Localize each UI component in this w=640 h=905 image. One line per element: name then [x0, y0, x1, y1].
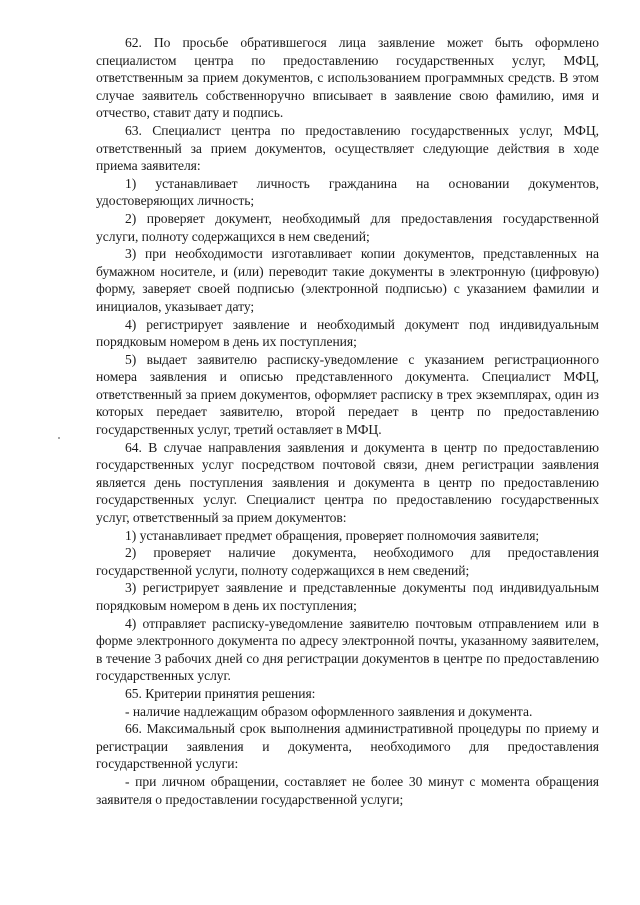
paragraph-63: 63. Специалист центра по предоставлению государственных услуг, МФЦ, ответственный за прием документов, осуществляет следующие действия в ходе приема заявителя: — [96, 122, 599, 174]
list-item-63-5: 5) выдает заявителю расписку-уведомление с указанием регистрационного номера заявления и описью представленного документа. Специалист МФЦ, ответственный за прием документов, оформляет расписку в трех экземплярах, один из которых передает заявителю, второй передает в центр по предоставлению государственных услуг, третий оставляет в МФЦ. — [96, 351, 599, 438]
paragraph-64: 64. В случае направления заявления и документа в центр по предоставлению государственных услуг посредством почтовой связи, днем регистрации заявления является день поступления заявления и документа в центр по предоставлению государственных услуг. Специалист центра по предоставлению государственных услуг, ответственный за прием документов: — [96, 439, 599, 526]
scan-speck — [58, 437, 60, 439]
paragraph-65: 65. Критерии принятия решения: — [125, 685, 316, 701]
list-item-64-4: 4) отправляет расписку-уведомление заявителю почтовым отправлением или в форме электронного документа по адресу электронной почты, указанному заявителем, в течение 3 рабочих дней со дня регистрации документов в центре по предоставлению государственных услуг. — [96, 615, 599, 684]
document-page — [96, 34, 599, 808]
list-item-63-3: 3) при необходимости изготавливает копии документов, представленных на бумажном носителе, и (или) переводит такие документы в электронную (цифровую) форму, заверяет своей подписью (электронной подписью) с указанием фамилии и инициалов, указывает дату; — [96, 246, 599, 314]
list-item-63-2: 2) проверяет документ, необходимый для предоставления государственной услуги, полноту содержащихся в нем сведений; — [96, 210, 599, 244]
list-item-64-2: 2) проверяет наличие документа, необходимого для предоставления государственной услуги, полноту содержащихся в нем сведений; — [96, 545, 599, 578]
paragraph-62: 62. По просьбе обратившегося лица заявление может быть оформлено специалистом центра по предоставлению государственных услуг, МФЦ, ответственным за прием документов, с использованием программных средств. В этом случае заявитель собственноручно вписывает в заявление свою фамилию, имя и отчество, ставит дату и подпись. — [96, 35, 599, 121]
list-item-63-4: 4) регистрирует заявление и необходимый документ под индивидуальным порядковым номером в день их поступления; — [96, 316, 599, 350]
list-item-66-1: - при личном обращении, составляет не более 30 минут с момента обращения заявителя о предоставлении государственной услуги; — [96, 773, 599, 807]
list-item-64-3: 3) регистрирует заявление и представленные документы под индивидуальным порядковым номером в день их поступления; — [96, 580, 599, 613]
list-item-63-1: 1) устанавливает личность гражданина на основании документов, удостоверяющих личность; — [96, 175, 599, 209]
paragraph-66: 66. Максимальный срок выполнения административной процедуры по приему и регистрации заявления и документа, необходимого для предоставления государственной услуги: — [96, 721, 599, 772]
list-item-64-1: 1) устанавливает предмет обращения, проверяет полномочия заявителя; — [125, 527, 540, 543]
list-item-65-1: - наличие надлежащим образом оформленного заявления и документа. — [125, 703, 533, 719]
